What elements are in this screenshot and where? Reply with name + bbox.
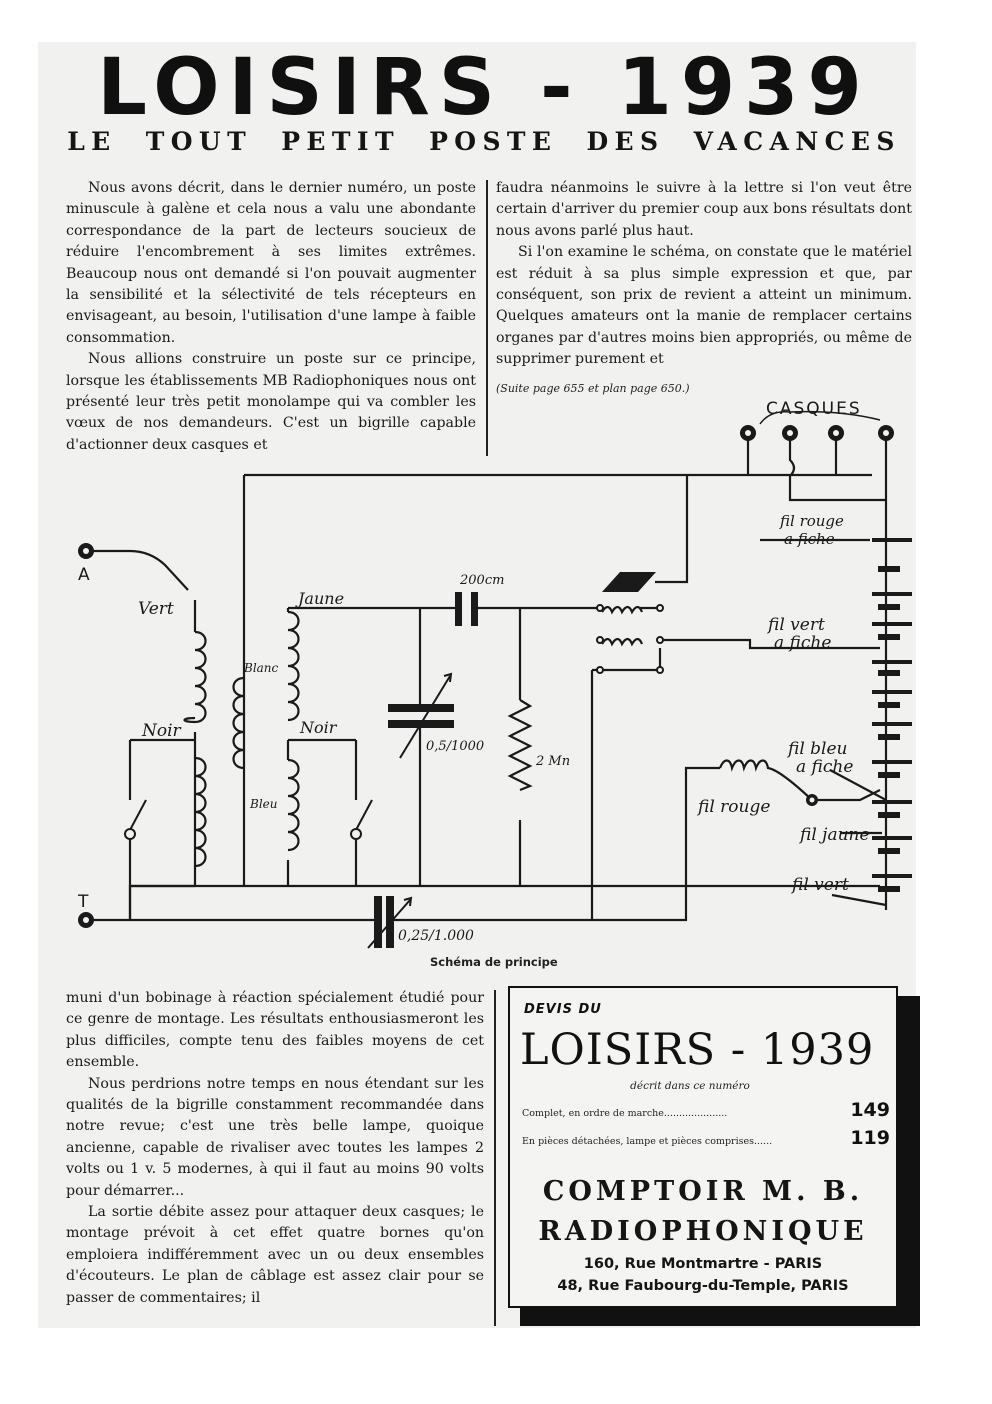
devis-box <box>508 986 898 1308</box>
page-subtitle: LE TOUT PETIT POSTE DES VACANCES <box>67 127 901 156</box>
devis-price: 149 <box>850 1099 890 1121</box>
label-noir-mid: Noir <box>300 718 337 737</box>
label-fil-vert: fil vert <box>792 875 849 895</box>
label-fil-vert-fiche-2: a fiche <box>774 633 832 653</box>
label-bleu: Bleu <box>250 797 278 811</box>
label-cap-var: 0,5/1000 <box>426 739 485 754</box>
continuation-note: (Suite page 655 et plan page 650.) <box>496 382 690 395</box>
devis-address-2: 48, Rue Faubourg-du-Temple, PARIS <box>557 1278 849 1294</box>
devis-line-complet <box>522 1099 890 1121</box>
devis-name: LOISIRS - 1939 <box>520 1025 875 1075</box>
label-res-2m: 2 Mn <box>536 754 571 769</box>
paragraph: Nous allions construire un poste sur ce principe, lorsque les établissements MB Radiophoniques nous ont présenté leur très petit monolampe qui va combler les vœux de nos demandeurs. C'est un bigrille capable d'actionner deux casques et <box>66 351 476 453</box>
article-column-left-bottom <box>66 988 484 1328</box>
article-column-right-top <box>496 178 912 374</box>
label-fil-rouge: fil rouge <box>698 797 771 817</box>
label-blanc: Blanc <box>244 661 279 675</box>
paragraph: Nous avons décrit, dans le dernier numéro, un poste minuscule à galène et cela nous a valu une abondante correspondance de la part de lecteurs soucieux de réduire l'encombrement à ses limites extrêmes. Beaucoup nous ont demandé si l'on pouvait augmenter la sensibilité et la sélectivité de tels récepteurs en envisageant, au besoin, l'utilisation d'une lampe à faible consommation. <box>66 180 476 346</box>
schematic-caption: Schéma de principe <box>430 955 558 969</box>
devis-line-pieces <box>522 1127 890 1149</box>
paragraph: muni d'un bobinage à réaction spécialement étudié pour ce genre de montage. Les résultats enthousiasmeront les plus difficiles, compte tenu des faibles moyens de cet ensemble. <box>66 990 484 1071</box>
devis-heading: DEVIS DU <box>524 1002 602 1017</box>
label-fil-bleu-fiche: fil bleu <box>788 739 848 759</box>
devis-company-line2: RADIOPHONIQUE <box>538 1216 868 1247</box>
label-fil-rouge-fiche: fil rouge <box>780 512 844 530</box>
label-fil-vert-fiche: fil vert <box>768 615 825 635</box>
label-cap-200: 200cm <box>460 573 505 588</box>
label-terre: T <box>78 892 89 912</box>
label-jaune: Jaune <box>298 589 345 608</box>
devis-company-line1: COMPTOIR M. B. <box>542 1176 864 1207</box>
label-antenna: A <box>78 565 90 585</box>
label-fil-jaune: fil jaune <box>800 825 870 845</box>
devis-address-1: 160, Rue Montmartre - PARIS <box>583 1256 823 1272</box>
label-fil-rouge-fiche-2: a fiche <box>784 530 835 548</box>
devis-decrit: décrit dans ce numéro <box>630 1080 750 1092</box>
paragraph: Nous perdrions notre temps en nous étendant sur les qualités de la bigrille constamment recommandée dans notre revue; c'est une très belle lampe, quoique ancienne, capable de rivaliser avec toutes les lampes 2 volts ou 1 v. 5 modernes, à qui il faut au moins 90 volts pour démarrer... <box>66 1075 484 1199</box>
label-noir-left: Noir <box>142 721 181 741</box>
label-vert: Vert <box>138 599 174 619</box>
label-casques: CASQUES <box>766 399 862 419</box>
devis-price: 119 <box>850 1127 890 1149</box>
column-divider <box>494 990 496 1326</box>
paragraph: Si l'on examine le schéma, on constate que le matériel est réduit à sa plus simple expression et que, par conséquent, son prix de revient a atteint un minimum. Quelques amateurs ont la manie de remplacer certains organes par d'autres moins bien appropriés, ou même de supprimer purement et <box>496 244 912 368</box>
label-fil-bleu-fiche-2: a fiche <box>796 757 854 777</box>
label-cap-bottom: 0,25/1.000 <box>398 928 474 944</box>
devis-line-label: En pièces détachées, lampe et pièces comprises...... <box>522 1136 773 1147</box>
paragraph: faudra néanmoins le suivre à la lettre si l'on veut être certain d'arriver du premier coup aux bons résultats dont nous avons parlé plus haut. <box>496 180 912 239</box>
page-title: LOISIRS - 1939 <box>97 43 871 133</box>
devis-line-label: Complet, en ordre de marche..................... <box>522 1108 728 1119</box>
schematic-diagram <box>60 390 920 960</box>
paragraph: La sortie débite assez pour attaquer deux casques; le montage prévoit à cet effet quatre bornes qu'on emploiera indifféremment avec un ou deux ensembles d'écouteurs. Le plan de câblage est assez clair pour se passer de commentaires; il <box>66 1204 484 1306</box>
